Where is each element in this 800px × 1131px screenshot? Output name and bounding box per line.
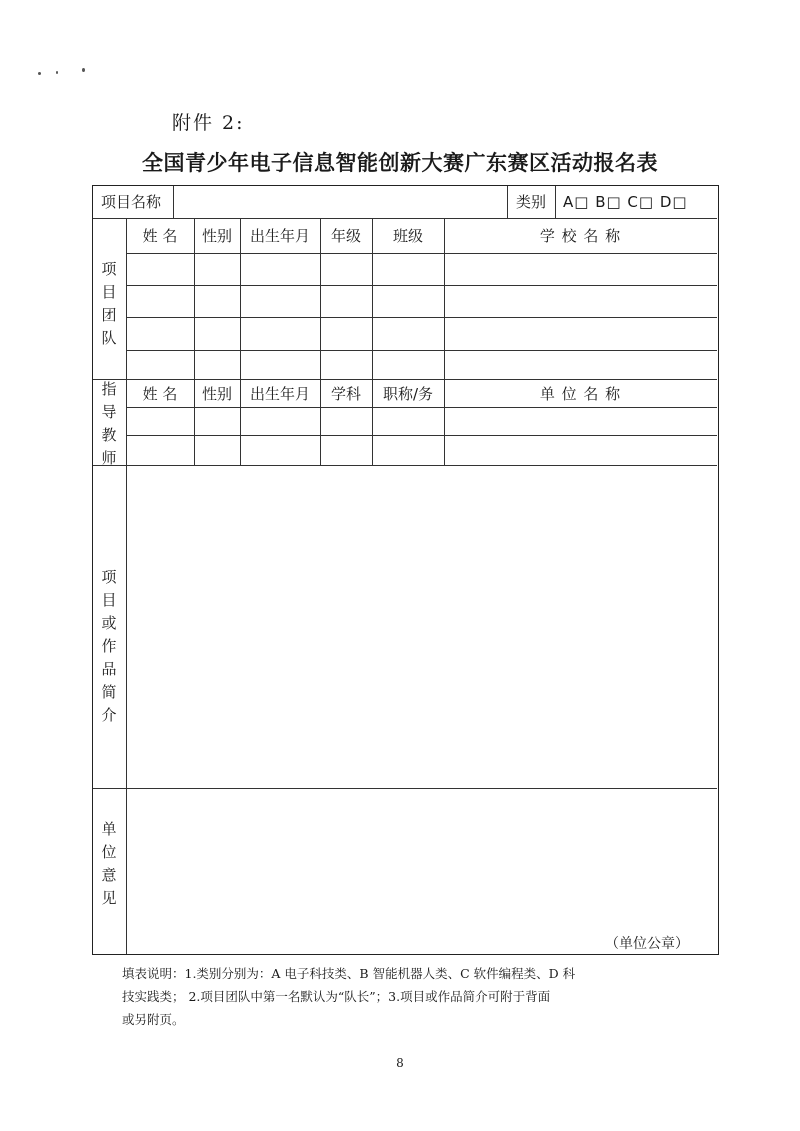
project-name-field[interactable] <box>175 188 505 216</box>
team-row[interactable] <box>127 351 717 379</box>
team-section-label: 项目团队 <box>101 260 117 347</box>
team-row[interactable] <box>127 318 717 350</box>
teacher-header-unit: 单 位 名 称 <box>539 385 622 403</box>
instruction-line: 填表说明：1.类别分别为：A 电子科技类、B 智能机器人类、C 软件编程类、D 科 <box>122 966 576 981</box>
scan-speck <box>56 71 58 74</box>
scan-specks <box>34 66 94 76</box>
fill-instructions <box>122 962 642 1031</box>
instruction-line: 技实践类； 2.项目团队中第一名默认为“队长”；3.项目或作品简介可附于背面 <box>122 989 551 1004</box>
category-label: 类别 <box>516 193 547 211</box>
teacher-header-title: 职称/务 <box>382 385 434 403</box>
opinion-section-label: 单位意见 <box>101 820 117 907</box>
instruction-line: 或另附页。 <box>122 1012 185 1027</box>
project-name-label: 项目名称 <box>101 193 162 211</box>
team-header-gender: 性别 <box>201 227 232 245</box>
category-options[interactable]: A□ B□ C□ D□ <box>563 193 688 211</box>
team-header-birth: 出生年月 <box>249 227 310 245</box>
team-header-name: 姓 名 <box>142 227 178 245</box>
col-divider <box>173 186 174 218</box>
team-row[interactable] <box>127 254 717 285</box>
teacher-row[interactable] <box>127 408 717 435</box>
intro-content-area[interactable] <box>127 466 717 788</box>
page-number: 8 <box>396 1056 404 1070</box>
teacher-row[interactable] <box>127 436 717 465</box>
seal-label: （单位公章） <box>605 936 689 952</box>
team-header-grade: 年级 <box>330 227 361 245</box>
scan-speck <box>38 72 41 75</box>
teacher-header-gender: 性别 <box>201 385 232 403</box>
row-divider <box>93 218 717 219</box>
form-title: 全国青少年电子信息智能创新大赛广东赛区活动报名表 <box>142 150 658 175</box>
col-divider <box>555 186 556 218</box>
teacher-section-label: 指导教师 <box>101 380 117 467</box>
opinion-content-area[interactable] <box>127 789 717 929</box>
teacher-header-subject: 学科 <box>330 385 361 403</box>
team-header-class: 班级 <box>392 227 423 245</box>
scan-speck <box>82 68 85 72</box>
attachment-label: 附件 2: <box>172 112 245 134</box>
section-divider <box>93 379 717 380</box>
col-divider <box>507 186 508 218</box>
teacher-header-name: 姓 名 <box>142 385 178 403</box>
registration-form-table <box>92 185 719 955</box>
intro-section-label: 项目或作品简介 <box>101 568 117 724</box>
team-row[interactable] <box>127 286 717 317</box>
team-header-school: 学 校 名 称 <box>539 227 622 245</box>
teacher-header-birth: 出生年月 <box>249 385 310 403</box>
